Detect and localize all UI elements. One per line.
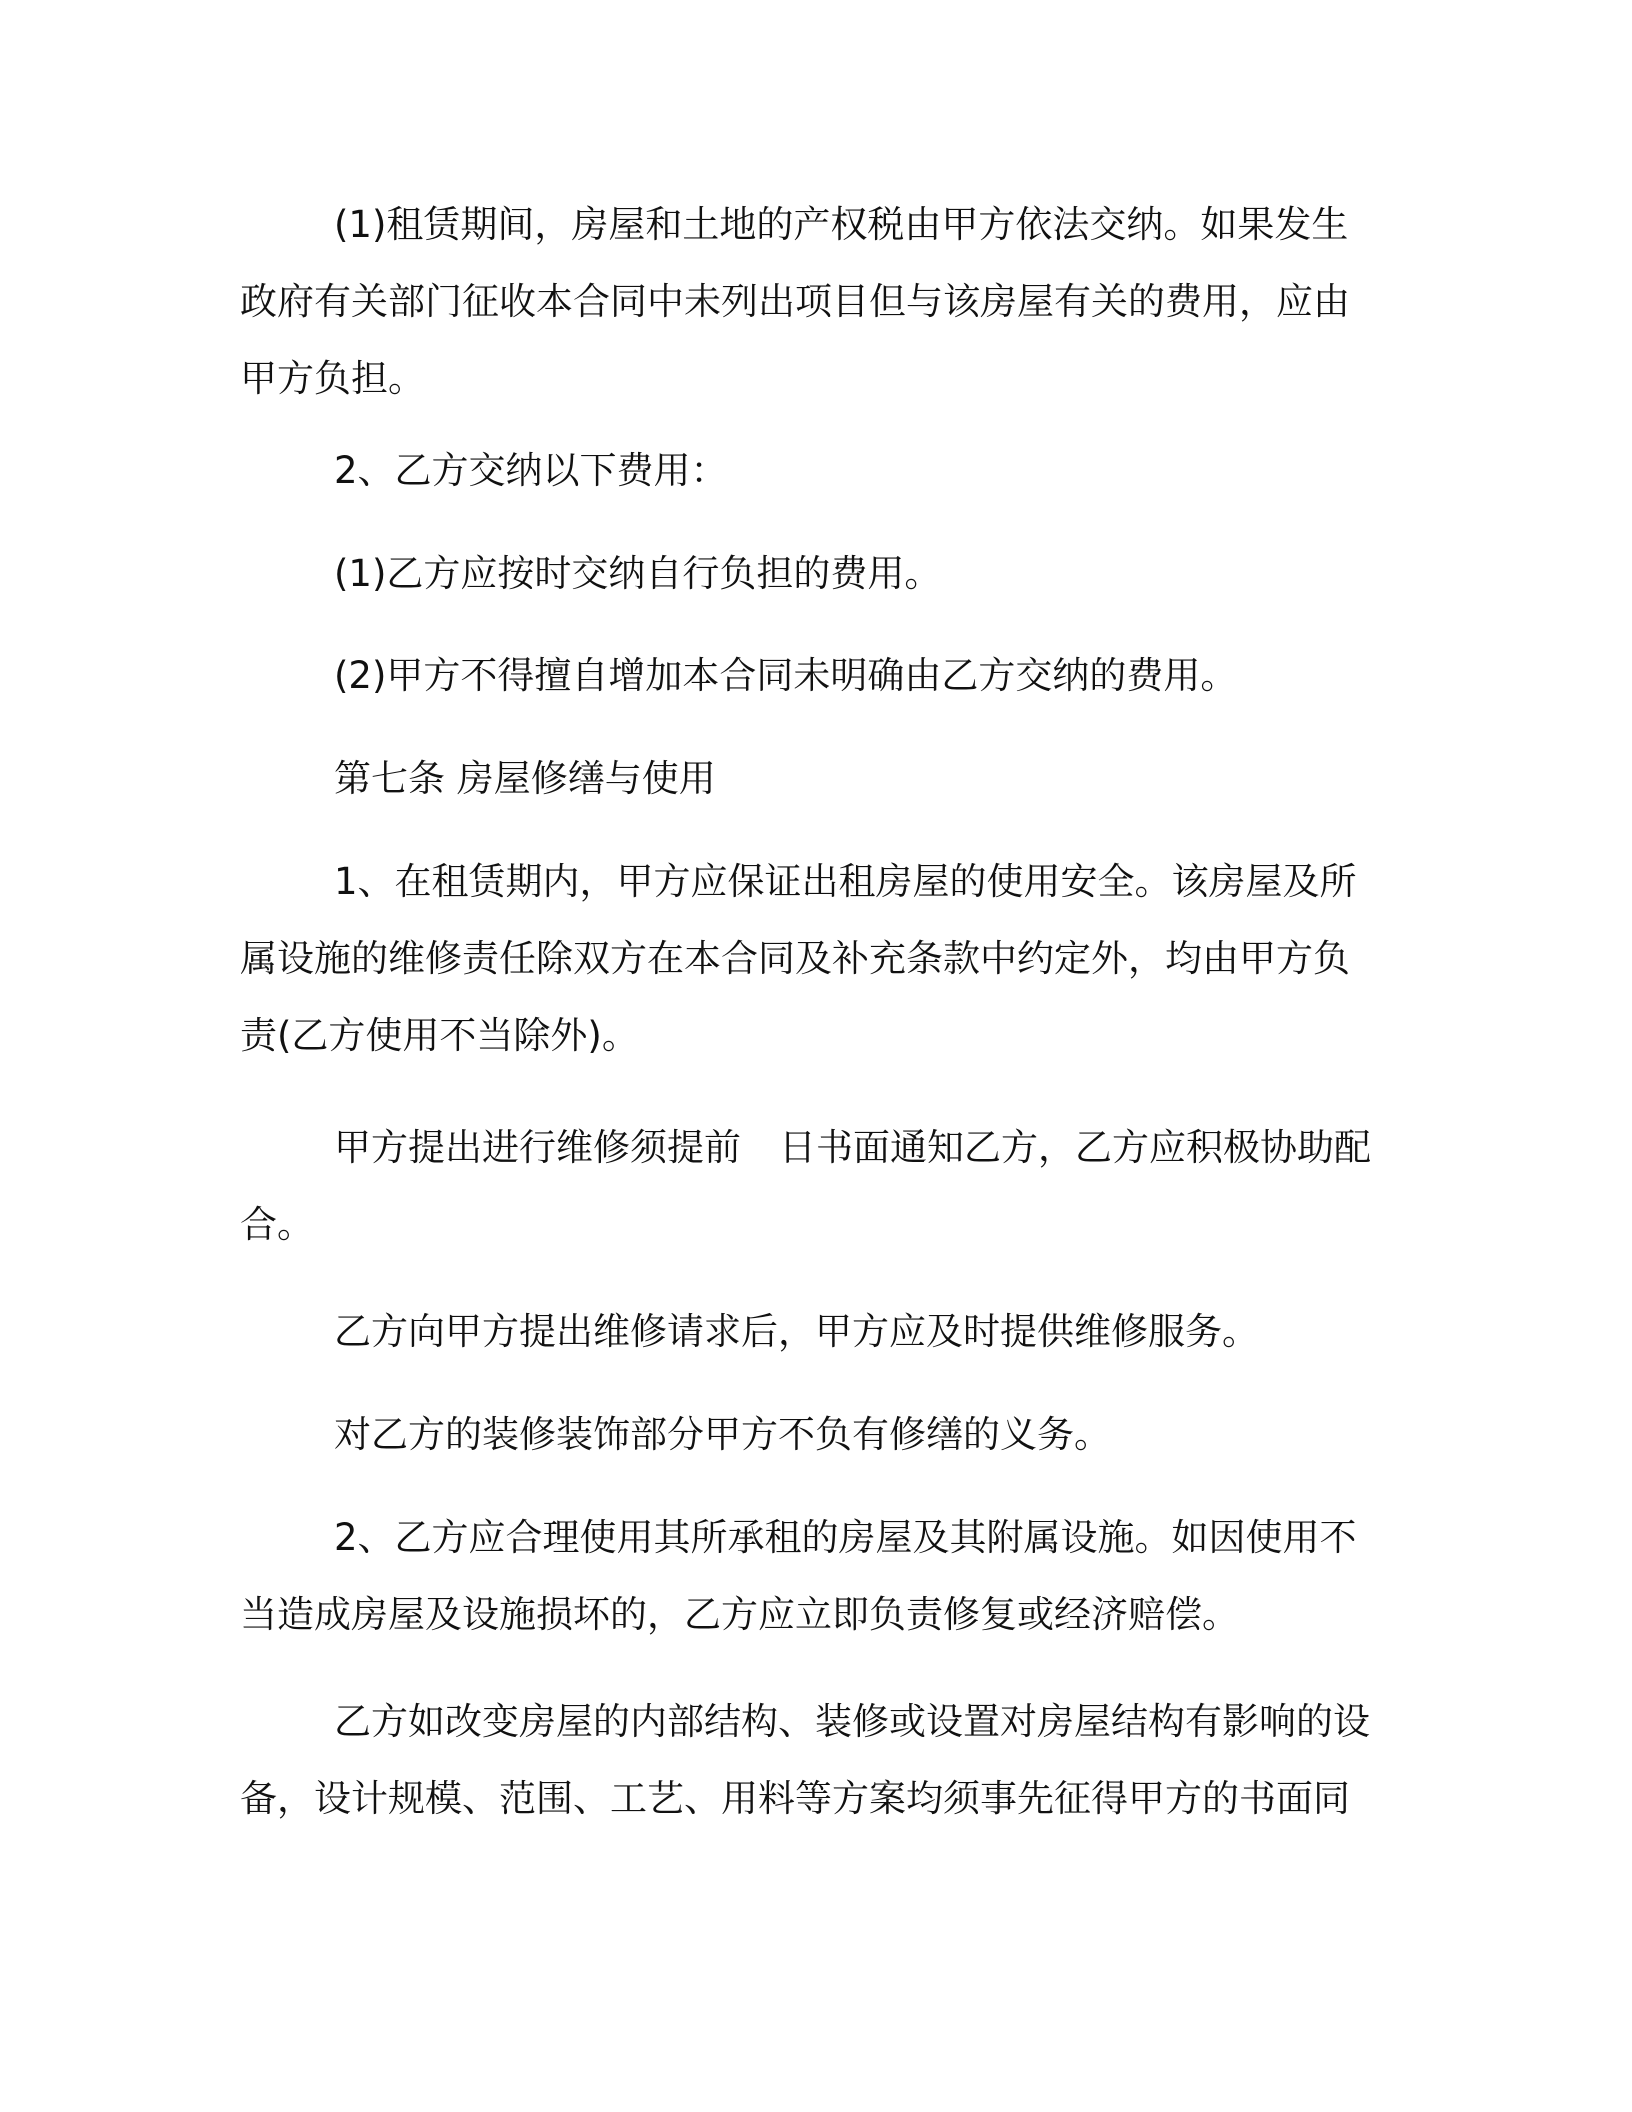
paragraph-repair-request: 乙方向甲方提出维修请求后，甲方应及时提供维修服务。 bbox=[334, 1310, 1259, 1353]
paragraph-tenant-pay-on-time: (1)乙方应按时交纳自行负担的费用。 bbox=[334, 552, 942, 595]
repair-notice-text-start: 甲方提出进行维修须提前 bbox=[334, 1126, 741, 1169]
paragraph-reasonable-use: 2、乙方应合理使用其所承租的房屋及其附属设施。如因使用不当造成房屋及设施损坏的，乙方应立即负责修复或经济赔偿。 bbox=[240, 1516, 1357, 1636]
paragraph-structural-changes: 乙方如改变房屋的内部结构、装修或设置对房屋结构有影响的设备，设计规模、范围、工艺、用料等方案均须事先征得甲方的书面同 bbox=[240, 1700, 1370, 1820]
article-seven-heading: 第七条 房屋修缮与使用 bbox=[334, 757, 716, 800]
repair-notice-text-end: 日书面通知乙方，乙方应积极协助配合。 bbox=[240, 1126, 1371, 1246]
paragraph-tenant-fees-heading: 2、乙方交纳以下费用： bbox=[334, 449, 728, 492]
paragraph-landlord-safety: 1、在租赁期内，甲方应保证出租房屋的使用安全。该房屋及所属设施的维修责任除双方在本合同及补充条款中约定外，均由甲方负责(乙方使用不当除外)。 bbox=[240, 860, 1357, 1057]
paragraph-repair-notice bbox=[240, 1109, 1385, 1263]
paragraph-no-extra-fees: (2)甲方不得擅自增加本合同未明确由乙方交纳的费用。 bbox=[334, 654, 1238, 697]
paragraph-decoration-exclusion: 对乙方的装修装饰部分甲方不负有修缮的义务。 bbox=[334, 1413, 1111, 1456]
paragraph-property-tax: (1)租赁期间，房屋和土地的产权税由甲方依法交纳。如果发生政府有关部门征收本合同中未列出项目但与该房屋有关的费用，应由甲方负担。 bbox=[240, 203, 1350, 400]
